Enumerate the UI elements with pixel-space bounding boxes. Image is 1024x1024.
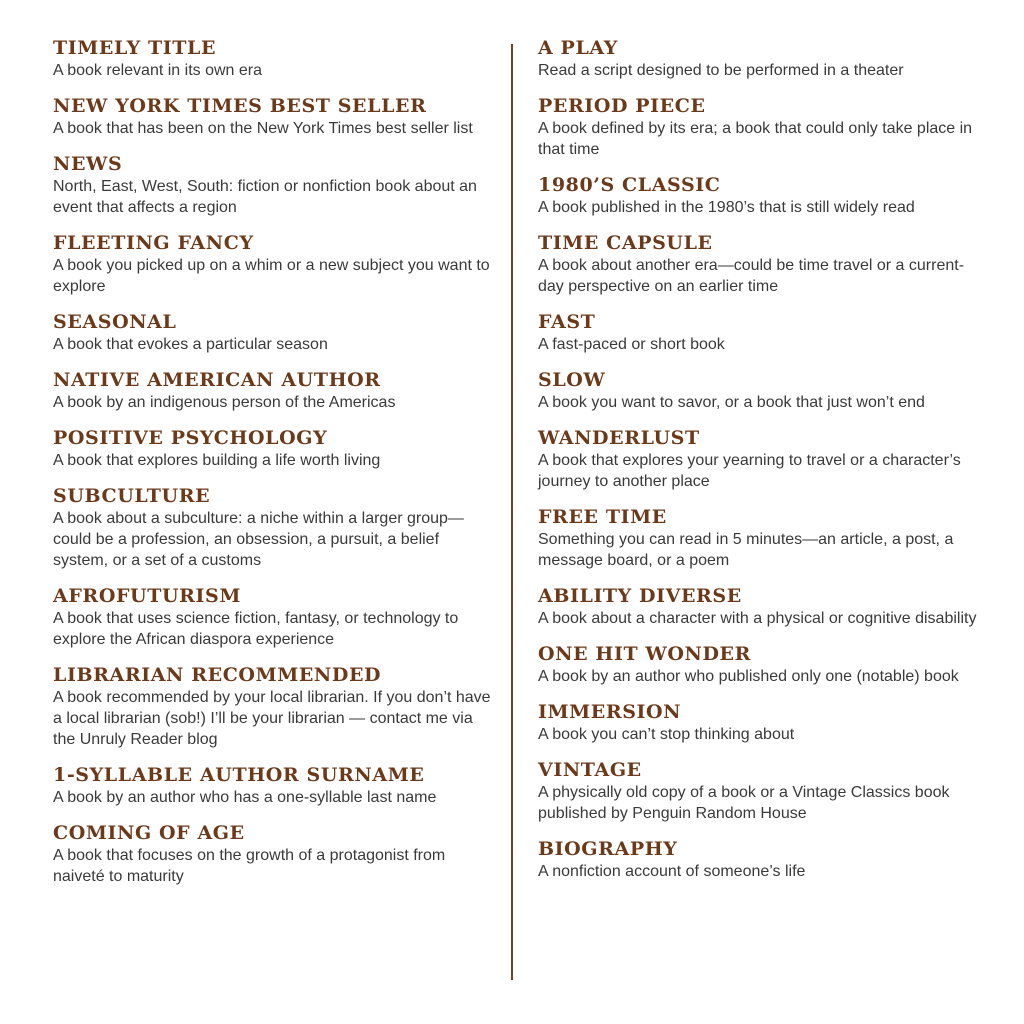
category-title: 1-SYLLABLE AUTHOR SURNAME: [53, 764, 425, 786]
category-description: A nonfiction account of someone’s life: [538, 863, 806, 880]
category-description: A book that evokes a particular season: [53, 336, 328, 353]
category-title: LIBRARIAN RECOMMENDED: [53, 664, 382, 686]
category-description: A book you want to savor, or a book that just won’t end: [538, 394, 925, 411]
category-description: A book that focuses on the growth of a protagonist from naiveté to maturity: [53, 847, 446, 885]
category-entry: [538, 310, 978, 355]
category-entry: [53, 36, 498, 81]
category-title: SUBCULTURE: [53, 485, 211, 507]
category-description: A book about another era—could be time travel or a current-day perspective on an earlier time: [538, 257, 965, 295]
category-title: FREE TIME: [538, 506, 667, 528]
category-description: A book that explores your yearning to travel or a character’s journey to another place: [538, 452, 961, 490]
category-entry: [53, 368, 498, 413]
category-entry: [538, 642, 978, 687]
left-column: [53, 36, 498, 900]
category-title: PERIOD PIECE: [538, 95, 706, 117]
category-title: A PLAY: [538, 37, 618, 59]
category-title: TIMELY TITLE: [53, 37, 217, 59]
category-title: VINTAGE: [538, 759, 642, 781]
category-title: FLEETING FANCY: [53, 232, 254, 254]
category-entry: [53, 763, 498, 808]
category-description: A book that uses science fiction, fantasy, or technology to explore the African diaspora experience: [53, 610, 459, 648]
category-title: IMMERSION: [538, 701, 682, 723]
category-entry: [538, 837, 978, 882]
right-column: [538, 36, 978, 895]
category-description: A book by an author who published only one (notable) book: [538, 668, 959, 685]
category-title: FAST: [538, 311, 596, 333]
category-title: AFROFUTURISM: [53, 585, 241, 607]
category-entry: [53, 152, 498, 218]
category-description: North, East, West, South: fiction or nonfiction book about an event that affects a region: [53, 178, 477, 216]
category-entry: [538, 758, 978, 824]
category-title: WANDERLUST: [538, 427, 700, 449]
category-title: COMING OF AGE: [53, 822, 245, 844]
category-description: A book by an indigenous person of the Americas: [53, 394, 396, 411]
category-title: POSITIVE PSYCHOLOGY: [53, 427, 328, 449]
category-entry: [53, 584, 498, 650]
category-entry: [53, 663, 498, 750]
category-entry: [538, 36, 978, 81]
category-entry: [53, 231, 498, 297]
category-title: NATIVE AMERICAN AUTHOR: [53, 369, 381, 391]
category-description: Read a script designed to be performed in a theater: [538, 62, 904, 79]
category-description: A physically old copy of a book or a Vintage Classics book published by Penguin Random House: [538, 784, 950, 822]
category-description: Something you can read in 5 minutes—an article, a post, a message board, or a poem: [538, 531, 954, 569]
category-entry: [53, 310, 498, 355]
category-entry: [538, 94, 978, 160]
category-description: A book by an author who has a one-syllable last name: [53, 789, 437, 806]
category-entry: [53, 484, 498, 571]
category-title: ABILITY DIVERSE: [538, 585, 742, 607]
category-description: A fast-paced or short book: [538, 336, 725, 353]
category-description: A book defined by its era; a book that could only take place in that time: [538, 120, 973, 158]
category-entry: [538, 584, 978, 629]
category-entry: [53, 94, 498, 139]
category-entry: [53, 821, 498, 887]
category-title: TIME CAPSULE: [538, 232, 713, 254]
category-description: A book you picked up on a whim or a new subject you want to explore: [53, 257, 490, 295]
category-entry: [538, 173, 978, 218]
category-description: A book about a character with a physical or cognitive disability: [538, 610, 977, 627]
category-title: ONE HIT WONDER: [538, 643, 752, 665]
category-title: SEASONAL: [53, 311, 177, 333]
category-description: A book about a subculture: a niche within a larger group—could be a profession, an obsession, a pursuit, a belief system, or a set of a customs: [53, 510, 464, 569]
category-description: A book relevant in its own era: [53, 62, 263, 79]
category-description: A book that has been on the New York Times best seller list: [53, 120, 473, 137]
column-divider: [511, 44, 513, 980]
category-title: 1980’S CLASSIC: [538, 174, 721, 196]
category-title: SLOW: [538, 369, 606, 391]
category-entry: [538, 700, 978, 745]
category-entry: [538, 426, 978, 492]
category-title: BIOGRAPHY: [538, 838, 678, 860]
category-entry: [538, 505, 978, 571]
category-entry: [53, 426, 498, 471]
category-description: A book published in the 1980’s that is still widely read: [538, 199, 915, 216]
category-description: A book recommended by your local librarian. If you don’t have a local librarian (sob!) I’ll be your librarian — contact me via the Unruly Reader blog: [53, 689, 491, 748]
category-description: A book you can’t stop thinking about: [538, 726, 795, 743]
category-title: NEWS: [53, 153, 123, 175]
category-entry: [538, 231, 978, 297]
category-entry: [538, 368, 978, 413]
category-description: A book that explores building a life worth living: [53, 452, 381, 469]
category-title: NEW YORK TIMES BEST SELLER: [53, 95, 427, 117]
